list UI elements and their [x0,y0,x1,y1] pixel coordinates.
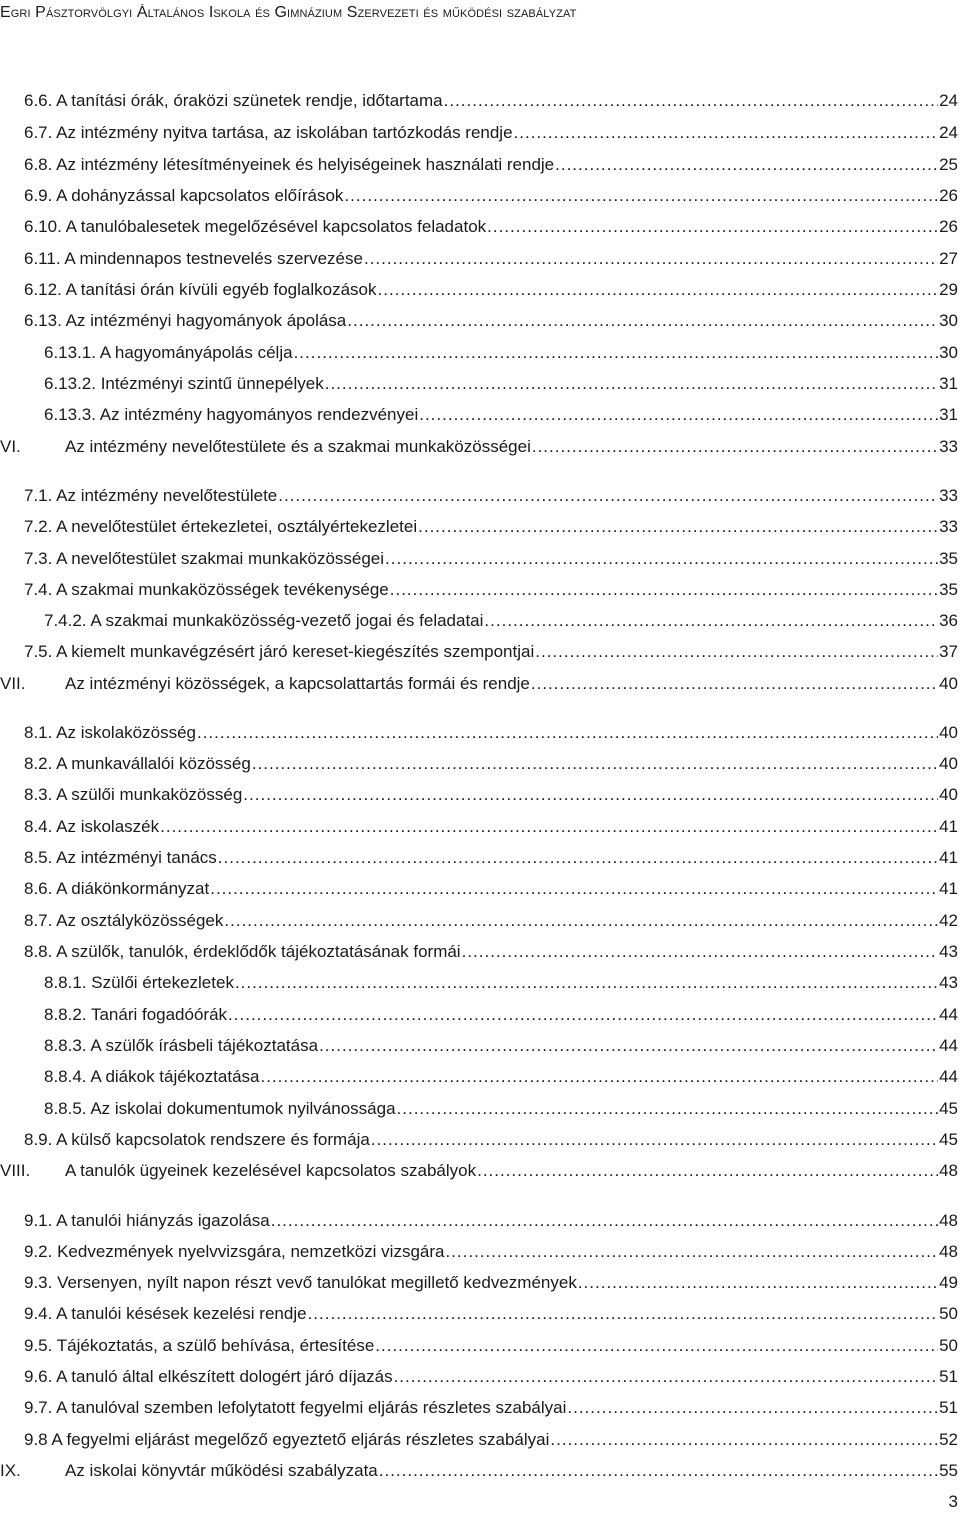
toc-entry-page: 31 [939,405,958,424]
toc-entry[interactable] [0,370,960,398]
toc-entry[interactable] [0,276,960,304]
dot-leader [294,339,939,367]
toc-entry-page: 43 [939,973,958,992]
toc-entry[interactable] [0,938,960,966]
toc-entry-title: 8.2. A munkavállalói közösség [24,754,251,773]
dot-leader [444,87,938,115]
toc-entry-page: 48 [939,1211,958,1230]
toc-entry[interactable] [0,1426,960,1454]
toc-entry-title: 8.8. A szülők, tanulók, érdeklődők tájékoztatásának formái [24,942,461,961]
toc-entry-page: 26 [939,217,958,236]
dot-leader [371,1126,938,1154]
toc-entry[interactable] [0,1157,960,1185]
toc-entry[interactable] [0,907,960,935]
toc-entry-title: 7.3. A nevelőtestület szakmai munkaközösségei [24,549,385,568]
toc-entry[interactable] [0,513,960,541]
toc-entry-page: 35 [939,549,958,568]
toc-entry-title: Az iskolai könyvtár működési szabályzata [65,1461,378,1480]
toc-entry-page: 55 [939,1461,958,1480]
toc-entry-page: 30 [939,343,958,362]
dot-leader [160,813,938,841]
toc-entry-title: 8.1. Az iskolaközösség [24,723,196,742]
toc-entry-page: 41 [939,879,958,898]
dot-leader [218,844,938,872]
toc-entry-page: 50 [939,1304,958,1323]
toc-entry-title: 8.8.2. Tanári fogadóórák [44,1005,228,1024]
toc-entry-page: 37 [939,642,958,661]
toc-entry[interactable] [0,307,960,335]
toc-entry-title: 8.3. A szülői munkaközösség [24,785,243,804]
toc-entry-title: 8.8.1. Szülői értekezletek [44,973,234,992]
dot-leader [555,151,938,179]
toc-entry[interactable] [0,969,960,997]
toc-entry[interactable] [0,813,960,841]
toc-entry[interactable] [0,670,960,698]
toc-entry-number: VII. [0,674,26,693]
toc-entry-page: 41 [939,848,958,867]
toc-entry-number: VI. [0,437,21,456]
toc-entry-page: 36 [939,611,958,630]
dot-leader [210,875,938,903]
dot-leader [578,1269,938,1297]
dot-leader [278,482,938,510]
toc-entry-page: 45 [939,1099,958,1118]
dot-leader [252,750,938,778]
dot-leader [378,276,939,304]
toc-entry-title: A tanulók ügyeinek kezelésével kapcsolatos szabályok [65,1161,477,1180]
toc-entry-page: 33 [939,437,958,456]
toc-entry-page: 48 [939,1161,958,1180]
dot-leader [394,1363,939,1391]
toc-entry-title: 8.8.5. Az iskolai dokumentumok nyilvánossága [44,1099,396,1118]
toc-entry-page: 41 [939,817,958,836]
toc-entry[interactable] [0,750,960,778]
toc-entry-title: 9.6. A tanuló által elkészített dologért járó díjazás [24,1367,393,1386]
toc-entry[interactable] [0,433,960,461]
dot-leader [514,119,939,147]
toc-entry[interactable] [0,781,960,809]
toc-entry[interactable] [0,875,960,903]
dot-leader [224,907,938,935]
dot-leader [228,1001,938,1029]
toc-entry-page: 24 [939,123,958,142]
toc-entry[interactable] [0,1063,960,1091]
toc-entry-title: 6.10. A tanulóbalesetek megelőzésével kapcsolatos feladatok [24,217,487,236]
toc-entry-page: 27 [939,249,958,268]
dot-leader [531,670,938,698]
dot-leader [271,1207,938,1235]
dot-leader [445,1238,938,1266]
toc-entry-title: 6.7. Az intézmény nyitva tartása, az iskolában tartózkodás rendje [24,123,513,142]
toc-entry-title: 6.6. A tanítási órák, óraközi szünetek rendje, időtartama [24,91,443,110]
toc-entry-page: 31 [939,374,958,393]
toc-entry[interactable] [0,545,960,573]
toc-entry[interactable] [0,151,960,179]
dot-leader [344,182,938,210]
toc-entry-page: 50 [939,1336,958,1355]
toc-entry-page: 40 [939,723,958,742]
dot-leader [319,1032,938,1060]
toc-entry[interactable] [0,1269,960,1297]
toc-entry-page: 51 [939,1398,958,1417]
toc-entry-page: 49 [939,1273,958,1292]
toc-entry-page: 26 [939,186,958,205]
dot-leader [243,781,938,809]
toc-entry-page: 40 [939,785,958,804]
toc-entry-number: IX. [0,1461,21,1480]
toc-entry[interactable] [0,576,960,604]
toc-entry-page: 24 [939,91,958,110]
toc-entry[interactable] [0,1095,960,1123]
toc-entry-title: 7.1. Az intézmény nevelőtestülete [24,486,278,505]
toc-entry-title: Az intézmény nevelőtestülete és a szakmai munkaközösségei [65,437,531,456]
dot-leader [535,638,938,666]
toc-entry-title: 9.7. A tanulóval szemben lefolytatott fegyelmi eljárás részletes szabályai [24,1398,567,1417]
toc-entry-title: 8.6. A diákönkormányzat [24,879,210,898]
dot-leader [375,1332,938,1360]
toc-entry[interactable] [0,844,960,872]
toc-entry[interactable] [0,87,960,115]
toc-entry-page: 40 [939,674,958,693]
toc-entry[interactable] [0,1126,960,1154]
toc-entry[interactable] [0,1032,960,1060]
dot-leader [364,245,938,273]
toc-entry-page: 40 [939,754,958,773]
dot-leader [235,969,938,997]
toc-entry[interactable] [0,182,960,210]
toc-entry-page: 42 [939,911,958,930]
toc-entry[interactable] [0,245,960,273]
document-header: Egri Pásztorvölgyi Általános Iskola és Gimnázium Szervezeti és működési szabályzat [0,4,577,21]
toc-entry-title: 8.8.3. A szülők írásbeli tájékoztatása [44,1036,319,1055]
toc-entry[interactable] [0,1300,960,1328]
toc-entry-page: 48 [939,1242,958,1261]
dot-leader [484,607,938,635]
toc-entry-page: 30 [939,311,958,330]
toc-entry[interactable] [0,119,960,147]
toc-entry[interactable] [0,482,960,510]
toc-entry-title: 6.13.3. Az intézmény hagyományos rendezvényei [44,405,419,424]
dot-leader [385,545,938,573]
toc-entry-title: 8.5. Az intézményi tanács [24,848,217,867]
toc-entry[interactable] [0,719,960,747]
toc-entry-title: 7.2. A nevelőtestület értekezletei, osztályértekezletei [24,517,418,536]
toc-entry-title: 9.2. Kedvezmények nyelvvizsgára, nemzetközi vizsgára [24,1242,445,1261]
toc-entry-title: 8.4. Az iskolaszék [24,817,160,836]
toc-entry[interactable] [0,1363,960,1391]
dot-leader [418,513,938,541]
toc-entry-page: 33 [939,517,958,536]
toc-entry-title: 7.4. A szakmai munkaközösségek tevékenysége [24,580,389,599]
page-number: 3 [948,1492,958,1511]
dot-leader [532,433,938,461]
toc-entry-title: 6.12. A tanítási órán kívüli egyéb foglalkozások [24,280,377,299]
toc-entry[interactable] [0,1457,960,1485]
toc-entry-title: 9.8 A fegyelmi eljárást megelőző egyeztető eljárás részletes szabályai [24,1430,550,1449]
toc-entry-page: 33 [939,486,958,505]
toc-entry-title: 7.4.2. A szakmai munkaközösség-vezető jogai és feladatai [44,611,484,630]
toc-entry-page: 35 [939,580,958,599]
toc-entry-title: 6.9. A dohányzással kapcsolatos előírások [24,186,344,205]
toc-entry-title: 9.4. A tanulói késések kezelési rendje [24,1304,307,1323]
dot-leader [477,1157,938,1185]
toc-entry-page: 44 [939,1067,958,1086]
toc-entry-page: 44 [939,1005,958,1024]
toc-entry-title: 8.9. A külső kapcsolatok rendszere és formája [24,1130,370,1149]
dot-leader [197,719,938,747]
dot-leader [260,1063,938,1091]
dot-leader [379,1457,938,1485]
toc-entry[interactable] [0,607,960,635]
dot-leader [567,1394,938,1422]
dot-leader [308,1300,939,1328]
dot-leader [462,938,938,966]
dot-leader [390,576,938,604]
dot-leader [347,307,938,335]
toc-entry-title: Az intézményi közösségek, a kapcsolattartás formái és rendje [65,674,530,693]
dot-leader [397,1095,939,1123]
toc-entry[interactable] [0,1001,960,1029]
dot-leader [487,213,938,241]
dot-leader [325,370,938,398]
toc-entry-number: VIII. [0,1161,31,1180]
toc-entry-title: 6.13. Az intézményi hagyományok ápolása [24,311,347,330]
toc-entry-page: 45 [939,1130,958,1149]
toc-entry-title: 8.7. Az osztályközösségek [24,911,224,930]
toc-entry[interactable] [0,401,960,429]
toc-entry-title: 9.5. Tájékoztatás, a szülő behívása, értesítése [24,1336,375,1355]
toc-entry-title: 7.5. A kiemelt munkavégzésért járó kereset-kiegészítés szempontjai [24,642,535,661]
toc-entry-title: 9.1. A tanulói hiányzás igazolása [24,1211,270,1230]
toc-entry-title: 6.13.1. A hagyományápolás célja [44,343,293,362]
toc-entry[interactable] [0,213,960,241]
toc-entry-page: 52 [939,1430,958,1449]
toc-entry-title: 6.8. Az intézmény létesítményeinek és helyiségeinek használati rendje [24,155,555,174]
toc-entry[interactable] [0,339,960,367]
dot-leader [419,401,938,429]
toc-entry-title: 9.3. Versenyen, nyílt napon részt vevő tanulókat megillető kedvezmények [24,1273,577,1292]
toc-entry-page: 51 [939,1367,958,1386]
toc-entry-title: 8.8.4. A diákok tájékoztatása [44,1067,260,1086]
toc-entry-title: 6.13.2. Intézményi szintű ünnepélyek [44,374,324,393]
toc-entry-page: 44 [939,1036,958,1055]
toc-entry[interactable] [0,1332,960,1360]
toc-entry-page: 43 [939,942,958,961]
toc-entry-title: 6.11. A mindennapos testnevelés szervezése [24,249,363,268]
toc-entry-page: 25 [939,155,958,174]
toc-entry[interactable] [0,1207,960,1235]
toc-entry[interactable] [0,638,960,666]
toc-entry[interactable] [0,1238,960,1266]
dot-leader [550,1426,938,1454]
toc-entry[interactable] [0,1394,960,1422]
toc-entry-page: 29 [939,280,958,299]
